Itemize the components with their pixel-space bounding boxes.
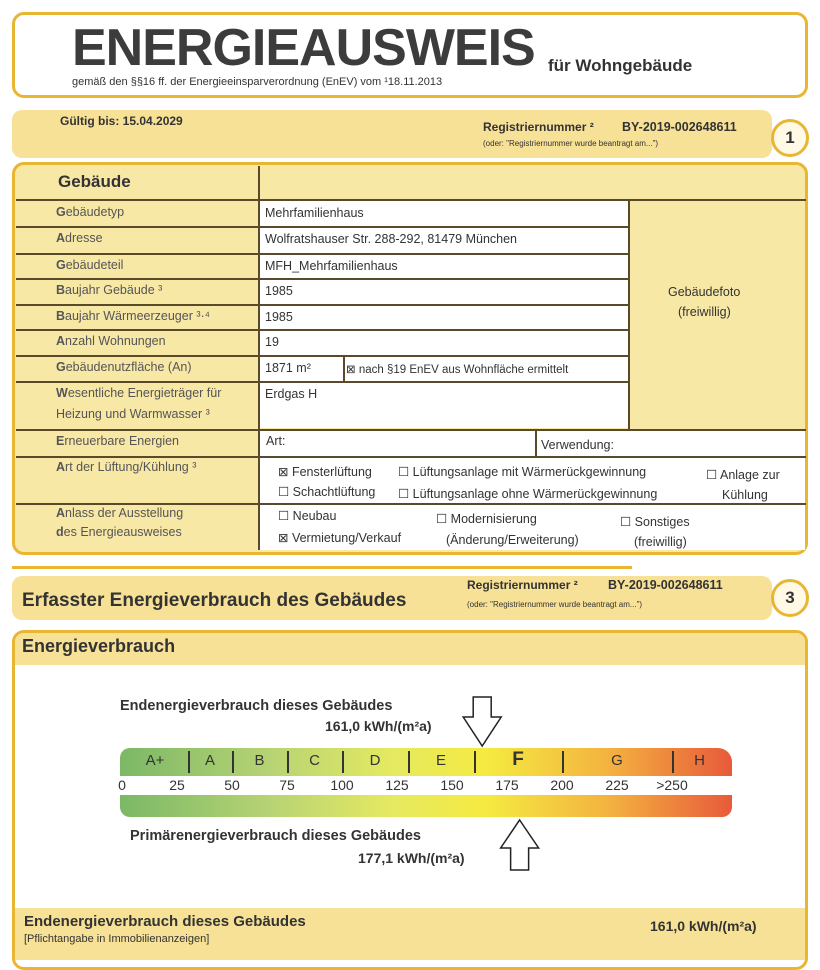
row-label: Wesentliche Energieträger für — [56, 386, 222, 400]
row-label: Gebäudetyp — [56, 205, 125, 219]
class-label: A+ — [145, 752, 165, 769]
tick-label: 150 — [440, 777, 464, 793]
tick-label: 100 — [330, 777, 354, 793]
footer-label: Endenergieverbrauch dieses Gebäudes — [24, 913, 306, 930]
valid-until: Gültig bis: 15.04.2029 — [60, 114, 183, 128]
row-label: Gebäudenutzfläche (An) — [56, 360, 192, 374]
renewable-use: Verwendung: — [541, 438, 614, 452]
class-label: H — [694, 752, 705, 769]
primary-energy-label: Primärenergieverbrauch dieses Gebäudes — [130, 828, 421, 844]
class-label: D — [369, 752, 381, 769]
checkbox-rent-sale[interactable]: ⊠ Vermietung/Verkauf — [278, 531, 402, 545]
section3-reg-label: Registriernummer ² — [467, 578, 578, 592]
tick-label: 25 — [169, 777, 185, 793]
section3-page: 3 — [771, 579, 809, 617]
row-value: Wolfratshauser Str. 288-292, 81479 München — [265, 232, 518, 246]
end-energy-arrow — [463, 697, 501, 746]
footer-note: [Pflichtangabe in Immobilienanzeigen] — [24, 933, 210, 945]
building-title: Gebäude — [58, 172, 131, 191]
tick-label: 200 — [550, 777, 574, 793]
checkbox-vent-no-recovery[interactable]: ☐ Lüftungsanlage ohne Wärmerückgewinnung — [398, 487, 658, 501]
checkbox-cooling[interactable]: ☐ Anlage zur — [706, 468, 780, 482]
end-energy-value: 161,0 kWh/(m²a) — [325, 718, 432, 734]
cooling-label: Kühlung — [722, 488, 768, 502]
footer-value: 161,0 kWh/(m²a) — [650, 918, 757, 934]
page-number: 1 — [771, 119, 809, 157]
section3-reg-note: (oder: "Registriernummer wurde beantragt am...") — [467, 600, 643, 609]
tick-label: >250 — [656, 777, 688, 793]
checkbox-vent-recovery[interactable]: ☐ Lüftungsanlage mit Wärmerückgewinnung — [398, 465, 647, 479]
row-value: 1985 — [265, 284, 293, 298]
document-title: ENERGIEAUSWEIS — [72, 19, 535, 77]
photo-label: Gebäudefoto — [668, 285, 741, 299]
checkbox-window[interactable]: ⊠ Fensterlüftung — [278, 465, 372, 479]
modernization-note: (Änderung/Erweiterung) — [446, 533, 579, 547]
row-label: Baujahr Wärmeerzeuger ³·⁴ — [56, 309, 211, 323]
reg-number: BY-2019-002648611 — [622, 120, 737, 134]
photo-note: (freiwillig) — [678, 305, 731, 319]
row-value: 1985 — [265, 310, 293, 324]
tick-label: 175 — [495, 777, 519, 793]
section3-reg-number: BY-2019-002648611 — [608, 578, 723, 592]
tick-label: 0 — [118, 777, 126, 793]
renewable-type: Art: — [266, 434, 286, 448]
legal-basis: gemäß den §§16 ff. der Energieeinsparverordnung (EnEV) vom ¹18.11.2013 — [72, 76, 443, 88]
other-note: (freiwillig) — [634, 535, 687, 549]
reason-label: Anlass der Ausstellung — [56, 506, 184, 520]
checkbox-other[interactable]: ☐ Sonstiges — [620, 515, 690, 529]
section3-title: Erfasster Energieverbrauch des Gebäudes — [22, 590, 407, 611]
reg-note: (oder: "Registriernummer wurde beantragt am...") — [483, 139, 659, 148]
row-value: Erdgas H — [265, 387, 318, 401]
row-label: Gebäudeteil — [56, 258, 124, 272]
renewable-label: Erneuerbare Energien — [56, 434, 180, 448]
ventilation-label: Art der Lüftung/Kühlung ³ — [56, 460, 197, 474]
reason-label-2: des Energieausweises — [56, 525, 182, 539]
fuel-label-2: Heizung und Warmwasser ³ — [56, 407, 210, 421]
row-value: MFH_Mehrfamilienhaus — [265, 259, 398, 273]
row-value: 19 — [265, 335, 279, 349]
row-label: Anzahl Wohnungen — [56, 334, 166, 348]
checkbox-modernization[interactable]: ☐ Modernisierung — [436, 512, 537, 526]
class-label: B — [254, 752, 265, 769]
primary-energy-arrow — [501, 820, 539, 870]
row-label: Adresse — [56, 231, 103, 245]
row-value: Mehrfamilienhaus — [265, 206, 364, 220]
primary-energy-value: 177,1 kWh/(m²a) — [358, 850, 465, 866]
reg-label: Registriernummer ² — [483, 120, 594, 134]
document-subtitle: für Wohngebäude — [548, 56, 693, 75]
tick-label: 75 — [279, 777, 295, 793]
class-label: A — [204, 752, 215, 769]
end-energy-label: Endenergieverbrauch dieses Gebäudes — [120, 698, 393, 714]
row-label: Baujahr Gebäude ³ — [56, 283, 163, 297]
class-label: F — [512, 749, 524, 770]
checkbox-shaft[interactable]: ☐ Schachtlüftung — [278, 485, 376, 499]
tick-label: 225 — [605, 777, 629, 793]
class-label: G — [611, 752, 623, 769]
row-value: 1871 m² — [265, 361, 311, 375]
class-label: E — [435, 752, 446, 769]
checkbox-new[interactable]: ☐ Neubau — [278, 509, 337, 523]
consumption-title: Energieverbrauch — [22, 636, 176, 656]
tick-label: 125 — [385, 777, 409, 793]
tick-label: 50 — [224, 777, 240, 793]
class-label: C — [309, 752, 320, 769]
area-extra[interactable]: ⊠ nach §19 EnEV aus Wohnfläche ermittelt — [346, 364, 569, 376]
